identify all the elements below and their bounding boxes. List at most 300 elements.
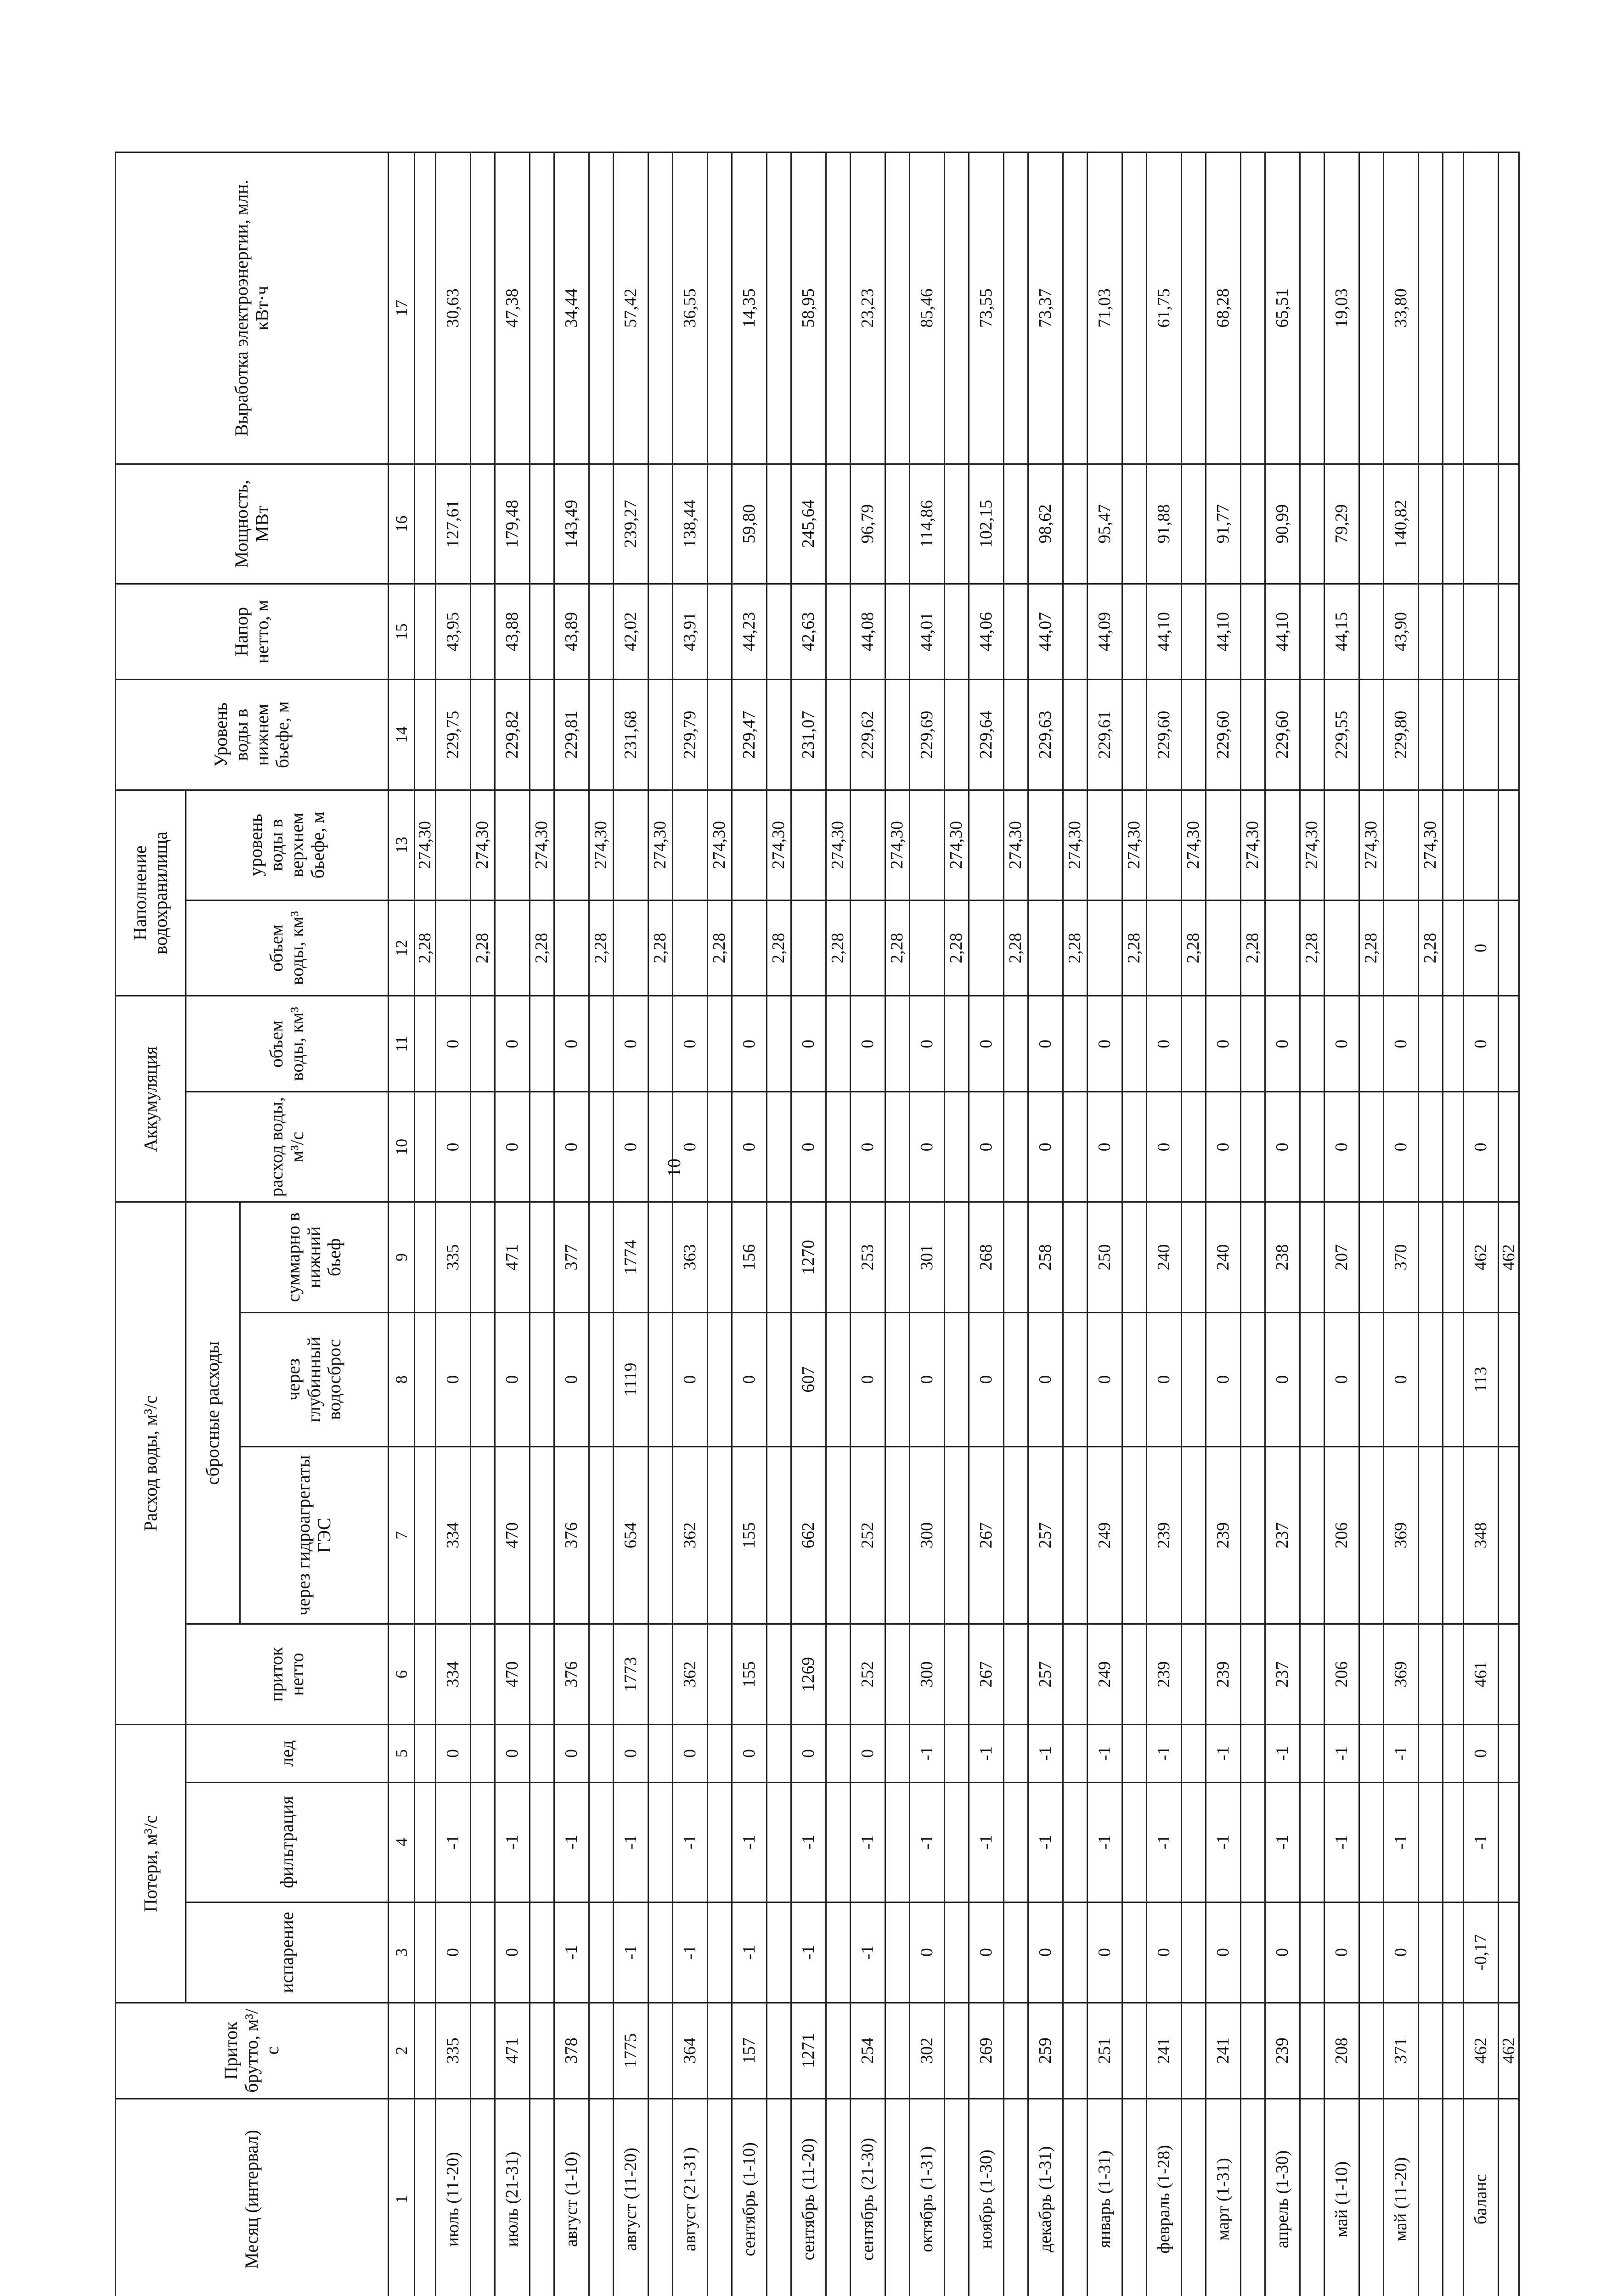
empty-cell (589, 1312, 613, 1446)
cell-net: 1269 (791, 1624, 826, 1725)
cell-evap: -1 (554, 1902, 589, 2003)
header-ice: лед (186, 1725, 389, 1782)
cell-month: август (11-20) (613, 2099, 648, 2296)
empty-cell (470, 1202, 495, 1312)
page-number: 10 (664, 1159, 684, 1177)
empty-cell (1003, 1725, 1028, 1782)
cell-acc-vol: 0 (1206, 996, 1240, 1092)
empty-cell (1498, 1312, 1519, 1446)
balance-label: баланс (1463, 2099, 1498, 2296)
empty-cell (415, 1624, 436, 1725)
cell-inflow: 241 (1206, 2003, 1240, 2099)
cell-fill-volume: 2,28 (1003, 900, 1028, 996)
empty-cell (1181, 1624, 1206, 1725)
empty-cell (944, 152, 969, 464)
table-row (554, 152, 589, 2296)
cell-month: июль (21-31) (495, 2099, 530, 2296)
empty-cell (1300, 152, 1324, 464)
cell-inflow: 241 (1146, 2003, 1181, 2099)
cell-acc-vol: 0 (672, 996, 707, 1092)
cell-head: 44,15 (1324, 584, 1359, 680)
empty-cell (415, 2003, 436, 2099)
cell-units: 300 (909, 1446, 944, 1624)
empty-cell (1181, 1446, 1206, 1624)
empty-cell (1418, 464, 1443, 584)
empty-cell (1122, 464, 1146, 584)
state-row (826, 152, 850, 2296)
cell-head: 44,06 (969, 584, 1003, 680)
cell-evap: 0 (1265, 1902, 1300, 2003)
cell-acc-flow: 0 (1087, 1092, 1122, 1202)
cell-headwater-level: 274,30 (1063, 790, 1087, 900)
cell-inflow: 269 (969, 2003, 1003, 2099)
cell-energy: 23,23 (850, 152, 885, 464)
empty-cell (826, 584, 850, 680)
cell-power: 91,88 (1146, 464, 1181, 584)
table-row (909, 152, 944, 2296)
empty-cell (885, 464, 909, 584)
empty-cell (1498, 900, 1519, 996)
cell-total: 363 (672, 1202, 707, 1312)
empty-cell (1443, 1202, 1463, 1312)
empty-cell (1300, 1202, 1324, 1312)
empty-cell (826, 1902, 850, 2003)
balance-row (1463, 152, 1498, 2296)
cell-power: 114,86 (909, 464, 944, 584)
cell-units: 252 (850, 1446, 885, 1624)
empty-cell (1443, 152, 1463, 464)
empty-cell (530, 1725, 554, 1782)
empty-cell (1498, 584, 1519, 680)
state-row (470, 152, 495, 2296)
cell-acc-vol: 0 (969, 996, 1003, 1092)
cell-tw: 231,68 (613, 680, 648, 790)
cell-filt: -1 (850, 1782, 885, 1902)
cell-energy: 47,38 (495, 152, 530, 464)
empty-cell (1300, 2099, 1324, 2296)
empty-cell (1003, 1312, 1028, 1446)
cell-inflow: 1775 (613, 2003, 648, 2099)
cell-energy: 58,95 (791, 152, 826, 464)
cell-deep: 0 (1324, 1312, 1359, 1446)
balance-cell (1463, 790, 1498, 900)
cell-inflow: 335 (435, 2003, 470, 2099)
cell-power: 179,48 (495, 464, 530, 584)
empty-cell (767, 1782, 791, 1902)
water-balance-table (115, 152, 1520, 2296)
cell-acc-vol: 0 (1383, 996, 1418, 1092)
empty-cell (1240, 1092, 1265, 1202)
empty-cell (554, 900, 589, 996)
cell-evap: -1 (791, 1902, 826, 2003)
table-row (1028, 152, 1063, 2296)
header-tailwater-level: Уровень воды в нижнем бьефе, м (116, 680, 389, 790)
empty-cell (1181, 584, 1206, 680)
cell-inflow: 1271 (791, 2003, 826, 2099)
cell-fill-volume: 2,28 (530, 900, 554, 996)
empty-cell (415, 1902, 436, 2003)
cell-ice: 0 (435, 1725, 470, 1782)
empty-cell (1418, 1312, 1443, 1446)
empty-cell (1359, 2099, 1383, 2296)
cell-units: 654 (613, 1446, 648, 1624)
cell-fill-volume: 2,28 (1300, 900, 1324, 996)
empty-cell (1003, 996, 1028, 1092)
balance-cell (1463, 464, 1498, 584)
cell-net: 300 (909, 1624, 944, 1725)
empty-cell (885, 1446, 909, 1624)
empty-cell (1003, 2003, 1028, 2099)
cell-units: 155 (732, 1446, 767, 1624)
empty-cell (1206, 900, 1240, 996)
empty-cell (1498, 996, 1519, 1092)
empty-cell (707, 152, 732, 464)
cell-tw: 229,62 (850, 680, 885, 790)
empty-cell (1359, 996, 1383, 1092)
empty-cell (707, 680, 732, 790)
empty-cell (1300, 584, 1324, 680)
table-row (1324, 152, 1359, 2296)
empty-cell (1003, 464, 1028, 584)
cell-tw: 229,80 (1383, 680, 1418, 790)
empty-cell (470, 1782, 495, 1902)
empty-cell (1240, 1725, 1265, 1782)
empty-cell (885, 1902, 909, 2003)
cell-month: сентябрь (1-10) (732, 2099, 767, 2296)
table-row (1146, 152, 1181, 2296)
empty-cell (826, 996, 850, 1092)
cell-month: август (21-31) (672, 2099, 707, 2296)
cell-units: 470 (495, 1446, 530, 1624)
cell-energy: 61,75 (1146, 152, 1181, 464)
cell-net: 252 (850, 1624, 885, 1725)
empty-cell (767, 1312, 791, 1446)
cell-deep: 0 (1146, 1312, 1181, 1446)
cell-energy: 73,37 (1028, 152, 1063, 464)
state-row (1359, 152, 1383, 2296)
column-number-17: 17 (389, 152, 415, 464)
empty-cell (1359, 464, 1383, 584)
cell-total: 1774 (613, 1202, 648, 1312)
empty-cell (1359, 1312, 1383, 1446)
cell-units: 239 (1206, 1446, 1240, 1624)
empty-cell (1443, 1782, 1463, 1902)
table-row (969, 152, 1003, 2296)
cell-ice: 0 (495, 1725, 530, 1782)
cell-ice: -1 (1087, 1725, 1122, 1782)
empty-cell (1383, 790, 1418, 900)
empty-cell (767, 152, 791, 464)
table-row (1265, 152, 1300, 2296)
cell-month: август (1-10) (554, 2099, 589, 2296)
cell-total: 268 (969, 1202, 1003, 1312)
cell-head: 43,95 (435, 584, 470, 680)
balance-cell: 462 (1463, 1202, 1498, 1312)
cell-energy: 19,03 (1324, 152, 1359, 464)
empty-cell (1003, 1202, 1028, 1312)
cell-tw: 229,60 (1265, 680, 1300, 790)
empty-cell (767, 2003, 791, 2099)
cell-ice: 0 (850, 1725, 885, 1782)
column-number-4: 4 (389, 1782, 415, 1902)
empty-cell (530, 1312, 554, 1446)
empty-cell (530, 584, 554, 680)
empty-cell (1498, 790, 1519, 900)
cell-fill-volume: 2,28 (885, 900, 909, 996)
empty-cell (1383, 900, 1418, 996)
cell-acc-flow: 0 (909, 1092, 944, 1202)
empty-cell (435, 900, 470, 996)
empty-cell (791, 790, 826, 900)
empty-cell (589, 2099, 613, 2296)
empty-cell (470, 1902, 495, 2003)
cell-head: 44,08 (850, 584, 885, 680)
empty-cell (530, 1202, 554, 1312)
cell-inflow: 254 (850, 2003, 885, 2099)
cell-energy: 36,55 (672, 152, 707, 464)
empty-cell (826, 1624, 850, 1725)
empty-cell (648, 1446, 672, 1624)
cell-deep: 0 (1265, 1312, 1300, 1446)
empty-cell (1240, 584, 1265, 680)
empty-cell (589, 1782, 613, 1902)
cell-filt: -1 (672, 1782, 707, 1902)
empty-cell (1300, 1624, 1324, 1725)
cell-total: 471 (495, 1202, 530, 1312)
cell-tw: 229,75 (435, 680, 470, 790)
cell-evap: 0 (1028, 1902, 1063, 2003)
cell-fill-volume: 2,28 (1240, 900, 1265, 996)
empty-cell (648, 1725, 672, 1782)
empty-cell (1181, 152, 1206, 464)
empty-cell (415, 152, 436, 464)
empty-cell (909, 900, 944, 996)
cell-energy: 14,35 (732, 152, 767, 464)
cell-acc-vol: 0 (435, 996, 470, 1092)
empty-cell (944, 1092, 969, 1202)
balance-cell: 0 (1463, 1092, 1498, 1202)
empty-cell (732, 790, 767, 900)
empty-cell (1418, 1446, 1443, 1624)
empty-cell (944, 1902, 969, 2003)
empty-cell (470, 2099, 495, 2296)
empty-cell (1443, 1092, 1463, 1202)
cell-net: 239 (1206, 1624, 1240, 1725)
empty-cell (530, 1902, 554, 2003)
empty-cell (415, 680, 436, 790)
cell-net: 1773 (613, 1624, 648, 1725)
cell-filt: -1 (1383, 1782, 1418, 1902)
empty-cell (1146, 900, 1181, 996)
cell-evap: 0 (1383, 1902, 1418, 2003)
cell-headwater-level: 274,30 (767, 790, 791, 900)
cell-acc-vol: 0 (732, 996, 767, 1092)
balance-cell: 0 (1463, 900, 1498, 996)
cell-deep: 0 (495, 1312, 530, 1446)
empty-cell (767, 1725, 791, 1782)
cell-month: декабрь (1-31) (1028, 2099, 1063, 2296)
column-number-6: 6 (389, 1624, 415, 1725)
empty-cell (1300, 2003, 1324, 2099)
empty-cell (1359, 1782, 1383, 1902)
column-number-10: 10 (389, 1092, 415, 1202)
empty-cell (826, 1446, 850, 1624)
cell-energy: 73,55 (969, 152, 1003, 464)
empty-cell (707, 1782, 732, 1902)
cell-power: 143,49 (554, 464, 589, 584)
state-row (885, 152, 909, 2296)
header-through-deep: через глубинный водосброс (240, 1312, 389, 1446)
cell-head: 43,91 (672, 584, 707, 680)
cell-ice: -1 (1265, 1725, 1300, 1782)
cell-units: 257 (1028, 1446, 1063, 1624)
cell-head: 44,07 (1028, 584, 1063, 680)
cell-headwater-level: 274,30 (648, 790, 672, 900)
empty-cell (470, 680, 495, 790)
cell-total: 370 (1383, 1202, 1418, 1312)
empty-cell (944, 584, 969, 680)
empty-cell (1359, 1202, 1383, 1312)
empty-cell (435, 790, 470, 900)
empty-cell (470, 2003, 495, 2099)
balance-cell: 348 (1463, 1446, 1498, 1624)
cell-filt: -1 (1324, 1782, 1359, 1902)
cell-headwater-level: 274,30 (1300, 790, 1324, 900)
cell-energy: 34,44 (554, 152, 589, 464)
empty-cell (530, 1092, 554, 1202)
cell-net: 362 (672, 1624, 707, 1725)
column-number-9: 9 (389, 1202, 415, 1312)
empty-cell (1003, 584, 1028, 680)
column-number-14: 14 (389, 680, 415, 790)
check-inflow: 462 (1498, 2003, 1519, 2099)
cell-net: 257 (1028, 1624, 1063, 1725)
cell-evap: 0 (495, 1902, 530, 2003)
empty-cell (530, 2003, 554, 2099)
empty-cell (648, 1624, 672, 1725)
empty-cell (1443, 464, 1463, 584)
empty-cell (1122, 152, 1146, 464)
empty-cell (826, 464, 850, 584)
header-acc-volume: объем воды, км³ (186, 996, 389, 1092)
cell-acc-vol: 0 (909, 996, 944, 1092)
empty-cell (648, 584, 672, 680)
cell-tw: 229,81 (554, 680, 589, 790)
cell-head: 43,90 (1383, 584, 1418, 680)
cell-acc-vol: 0 (554, 996, 589, 1092)
cell-inflow: 378 (554, 2003, 589, 2099)
empty-cell (1181, 1092, 1206, 1202)
cell-fill-volume: 2,28 (648, 900, 672, 996)
empty-cell (1240, 680, 1265, 790)
cell-head: 42,63 (791, 584, 826, 680)
cell-acc-flow: 0 (1206, 1092, 1240, 1202)
empty-cell (1063, 1902, 1087, 2003)
cell-fill-volume: 2,28 (1063, 900, 1087, 996)
empty-cell (1418, 2099, 1443, 2296)
empty-cell (1063, 464, 1087, 584)
empty-cell (944, 1446, 969, 1624)
cell-evap: 0 (1087, 1902, 1122, 2003)
table-row (495, 152, 530, 2296)
empty-cell (1300, 996, 1324, 1092)
cell-energy: 30,63 (435, 152, 470, 464)
cell-evap: -1 (613, 1902, 648, 2003)
column-number-2: 2 (389, 2003, 415, 2099)
cell-units: 206 (1324, 1446, 1359, 1624)
header-accumulation: Аккумуляция (116, 996, 186, 1202)
empty-cell (909, 790, 944, 900)
cell-total: 1270 (791, 1202, 826, 1312)
empty-cell (415, 1725, 436, 1782)
empty-cell (648, 1202, 672, 1312)
empty-cell (1359, 152, 1383, 464)
cell-acc-vol: 0 (791, 996, 826, 1092)
empty-cell (707, 1725, 732, 1782)
cell-inflow: 239 (1265, 2003, 1300, 2099)
cell-month: январь (1-31) (1087, 2099, 1122, 2296)
cell-headwater-level: 274,30 (1122, 790, 1146, 900)
empty-cell (1418, 1725, 1443, 1782)
empty-cell (767, 464, 791, 584)
empty-cell (732, 900, 767, 996)
empty-cell (648, 1312, 672, 1446)
cell-units: 662 (791, 1446, 826, 1624)
cell-ice: -1 (909, 1725, 944, 1782)
empty-cell (1240, 152, 1265, 464)
cell-power: 91,77 (1206, 464, 1240, 584)
cell-ice: 0 (791, 1725, 826, 1782)
empty-cell (826, 680, 850, 790)
column-number-1: 1 (389, 2099, 415, 2296)
empty-cell (1003, 680, 1028, 790)
balance-cell (1463, 680, 1498, 790)
empty-cell (1418, 996, 1443, 1092)
balance-check-row (1498, 152, 1519, 2296)
empty-cell (1359, 1092, 1383, 1202)
table-row (1087, 152, 1122, 2296)
empty-cell (1418, 2003, 1443, 2099)
table-row (850, 152, 885, 2296)
cell-acc-flow: 0 (791, 1092, 826, 1202)
empty-cell (1498, 1782, 1519, 1902)
cell-filt: -1 (1206, 1782, 1240, 1902)
cell-deep: 0 (1028, 1312, 1063, 1446)
header-water-flow: Расход воды, м³/с (116, 1202, 186, 1725)
empty-cell (767, 1202, 791, 1312)
balance-cell: 0 (1463, 996, 1498, 1092)
empty-cell (707, 1624, 732, 1725)
cell-units: 239 (1146, 1446, 1181, 1624)
cell-filt: -1 (1087, 1782, 1122, 1902)
empty-cell (1240, 1446, 1265, 1624)
empty-cell (885, 1725, 909, 1782)
empty-cell (470, 1446, 495, 1624)
empty-cell (1122, 680, 1146, 790)
cell-total: 207 (1324, 1202, 1359, 1312)
cell-month: июль (11-20) (435, 2099, 470, 2296)
empty-cell (1443, 1624, 1463, 1725)
empty-cell (415, 464, 436, 584)
cell-net: 249 (1087, 1624, 1122, 1725)
column-number-7: 7 (389, 1446, 415, 1624)
empty-cell (1240, 1782, 1265, 1902)
cell-ice: -1 (1206, 1725, 1240, 1782)
cell-tw: 229,82 (495, 680, 530, 790)
empty-cell (767, 584, 791, 680)
empty-cell (885, 584, 909, 680)
cell-acc-flow: 0 (1028, 1092, 1063, 1202)
